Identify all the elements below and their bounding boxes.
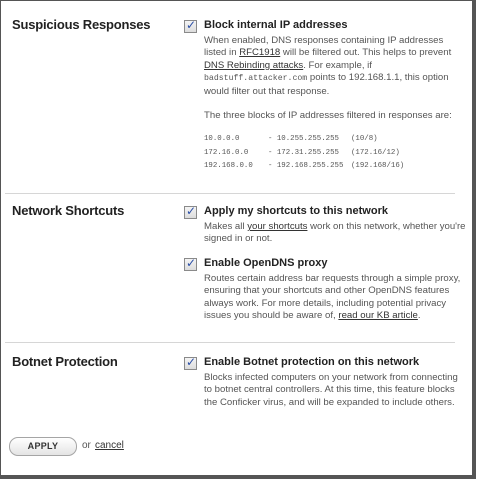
opendns-proxy-checkbox[interactable] [184,258,197,271]
dns-rebinding-link[interactable]: DNS Rebinding attacks [204,59,304,71]
ip-block-row: 172.16.0.0 - 172.31.255.255 (172.16/12) [204,148,400,157]
ip-block-row: 192.168.0.0 - 192.168.255.255 (192.168/16) [204,162,405,171]
option-title: Enable OpenDNS proxy [204,257,328,269]
option-description: Routes certain address bar requests through a simple proxy, ensuring that your shortcuts and other OpenDNS features always work. For more details, including potential privacy issues you should be aware of, read our KB article. [204,273,461,322]
section-divider [5,342,455,343]
option-title: Enable Botnet protection on this network [204,356,420,368]
kb-article-link[interactable]: read our KB article [338,310,418,322]
your-shortcuts-link[interactable]: your shortcuts [247,221,308,232]
section-title: Network Shortcuts [12,203,125,218]
apply-shortcuts-checkbox[interactable] [184,206,197,219]
block-internal-ip-checkbox[interactable] [184,20,197,33]
section-title: Botnet Protection [12,354,118,369]
ip-blocks-intro: The three blocks of IP addresses filtered in responses are: [204,110,452,122]
checkmark-icon: ✓ [186,18,197,32]
ip-blocks-table [204,133,466,174]
option-title: Apply my shortcuts to this network [204,205,388,217]
option-description: Blocks infected computers on your network from connecting to botnet central controllers. At this time, this feature blocks the Conficker virus, and will be expanded to include others. [204,372,458,408]
section-title: Suspicious Responses [12,17,151,32]
or-text: or [82,440,91,451]
option-title: Block internal IP addresses [204,19,348,31]
apply-button[interactable]: APPLY [9,437,77,456]
cancel-link[interactable]: cancel [95,440,124,451]
example-hostname: badstuff.attacker.com [204,74,308,84]
checkmark-icon: ✓ [186,355,197,369]
botnet-protection-checkbox[interactable] [184,357,197,370]
section-divider [5,193,455,194]
rfc1918-link[interactable]: RFC1918 [239,47,281,59]
option-description: Makes all your shortcuts work on this network, whether you're signed in or not. [204,221,466,245]
ip-block-row: 10.0.0.0 - 10.255.255.255 (10/8) [204,135,378,144]
checkmark-icon: ✓ [186,204,197,218]
checkmark-icon: ✓ [186,256,197,270]
option-description: When enabled, DNS responses containing IP addresses listed in RFC1918 will be filtered out. This helps to prevent DNS Rebinding attacks. For example, if badstuff.attacker.com points to 192.168.1.1, this option would filter out that response. The three blocks of IP addresses filtered in responses are: 10.0.0.0 - 10.255.255.255 (10/8) 172.16.0.0 - 172.31.255.255 (172.16/12) 192.168.0.0 - 192.168.255.255 (192.168/16) [204,35,466,174]
